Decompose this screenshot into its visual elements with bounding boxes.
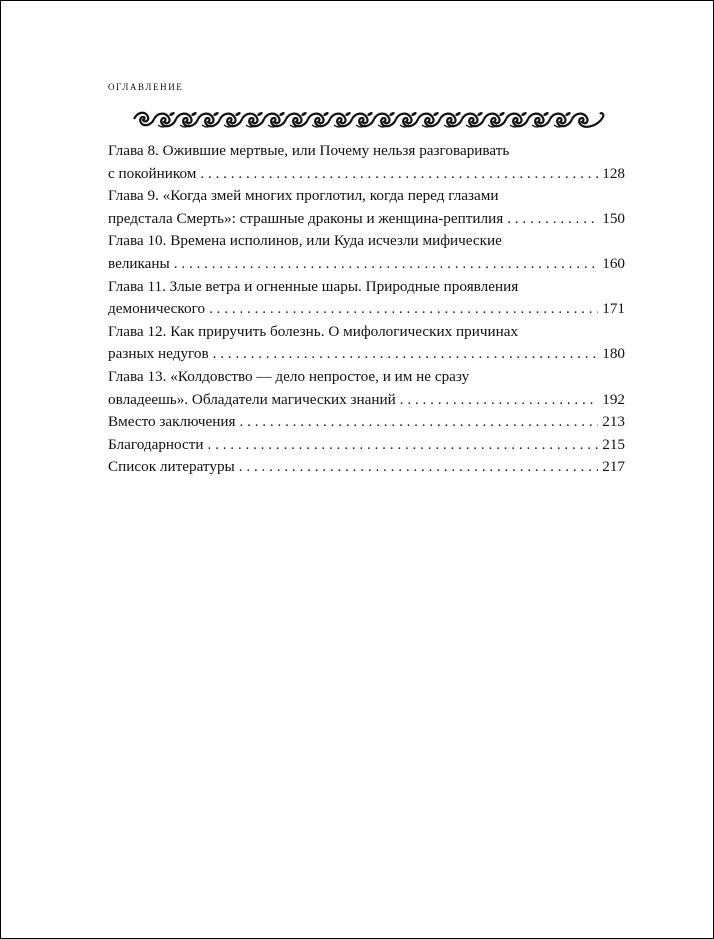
toc-page-number: 150 (602, 209, 625, 227)
toc-entry-line: Глава 9. «Когда змей многих проглотил, когда перед глазами (108, 187, 499, 205)
dot-leader (400, 389, 598, 412)
toc-entry-line (108, 298, 625, 321)
toc-entry-line (108, 208, 625, 231)
toc-entry-title: Благодарности (108, 435, 204, 453)
dot-leader (174, 253, 598, 276)
toc-entry-line: Глава 8. Ожившие мертвые, или Почему нельзя разговаривать (108, 142, 510, 159)
toc-entry-title: предстала Смерть»: страшные драконы и женщина-рептилия (108, 209, 504, 227)
toc-page-number: 180 (602, 345, 625, 363)
dot-leader (208, 434, 599, 457)
toc-entry-line (108, 389, 625, 412)
toc-entry-line: Глава 10. Времена исполинов, или Куда исчезли мифические (108, 232, 502, 250)
toc-heading: оглавление (108, 79, 184, 93)
toc-page-number: 217 (602, 458, 625, 476)
toc-entry-line: Глава 12. Как приручить болезнь. О мифологических причинах (108, 322, 519, 340)
toc-entry-line (108, 434, 625, 457)
floral-scroll-ornament-icon (132, 106, 606, 132)
toc-page-number: 160 (602, 254, 625, 272)
toc-entry-title: Список литературы (108, 458, 235, 476)
toc-entry-line (108, 343, 625, 366)
toc-entry-title: овладеешь». Обладатели магических знаний (108, 390, 396, 408)
toc-entry-line (108, 253, 625, 276)
dot-leader (209, 298, 598, 321)
toc-entry-title: великаны (108, 254, 170, 272)
toc-entry-line (108, 163, 625, 186)
toc-entry-line: Глава 13. «Колдовство — дело непростое, и им не сразу (108, 367, 470, 385)
toc-page-number: 215 (602, 435, 625, 453)
toc-page-number: 213 (602, 413, 625, 431)
dot-leader (239, 456, 598, 479)
table-of-contents (108, 140, 625, 479)
dot-leader (200, 163, 598, 186)
toc-entry-line: Глава 11. Злые ветра и огненные шары. Природные проявления (108, 277, 519, 295)
toc-entry-title: демонического (108, 300, 206, 318)
toc-entry-line (108, 456, 625, 479)
toc-entry-line (108, 411, 625, 434)
toc-page-number: 128 (602, 164, 625, 182)
dot-leader (240, 411, 599, 434)
dot-leader (213, 343, 599, 366)
toc-page-number: 171 (602, 300, 625, 318)
toc-entry-title: разных недугов (108, 345, 209, 363)
toc-entry-title: с покойником (108, 164, 197, 182)
toc-entry-title: Вместо заключения (108, 413, 236, 431)
toc-page-number: 192 (602, 390, 625, 408)
dot-leader (507, 208, 598, 231)
